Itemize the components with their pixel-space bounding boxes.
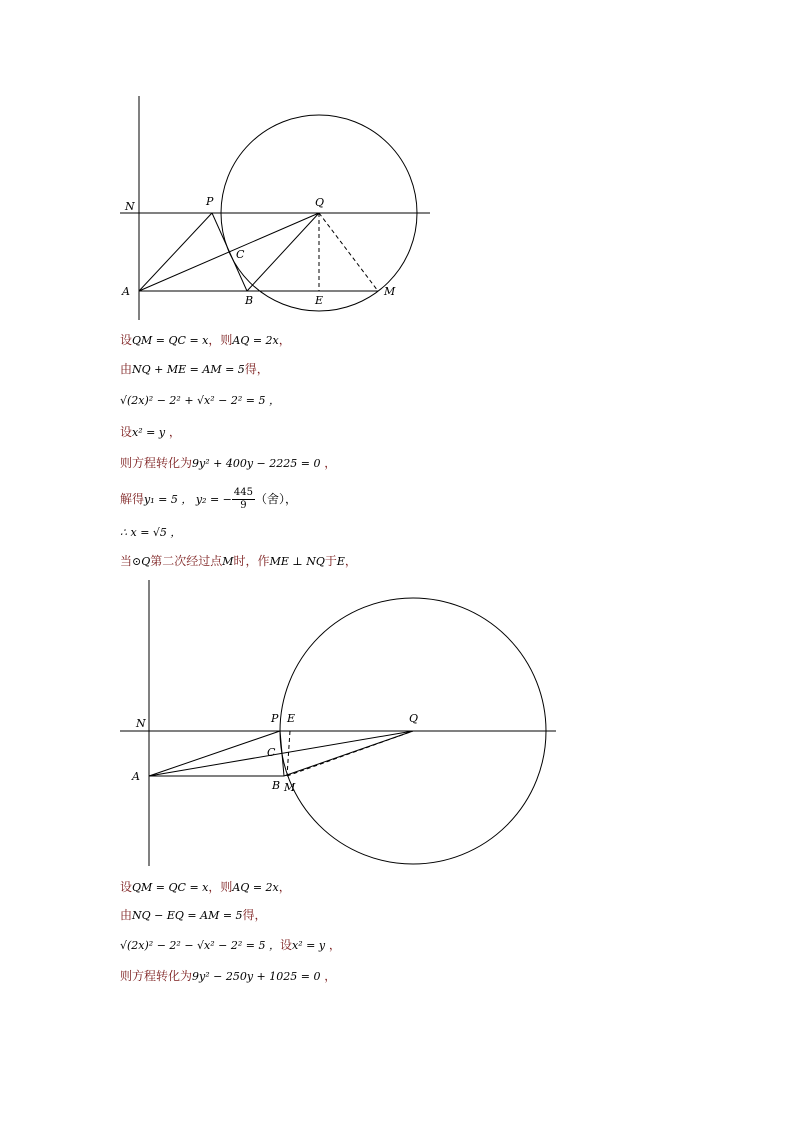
label-a: A <box>122 285 130 298</box>
segment-em-2 <box>287 731 290 776</box>
label-a-2: A <box>132 770 140 783</box>
label-c-2: C <box>267 746 276 759</box>
line-7: ∴ x = √5 ， <box>120 526 182 539</box>
line-10: 由NQ − EQ = AM = 5得， <box>120 908 267 922</box>
segment-ap-2 <box>149 731 280 776</box>
line-12: 则方程转化为9y² − 250y + 1025 = 0 ， <box>120 969 337 983</box>
label-p-2: P <box>271 712 279 725</box>
line-3: √(2x)² − 2² + √x² − 2² = 5 ， <box>120 394 280 407</box>
label-q: Q <box>315 196 325 209</box>
label-q-2: Q <box>409 712 419 725</box>
line-11: √(2x)² − 2² − √x² − 2² = 5 ，设x² = y ， <box>120 938 341 952</box>
line-2: 由NQ + ME = AM = 5得， <box>120 362 269 376</box>
line-9: 设QM = QC = x，则AQ = 2x， <box>120 880 291 894</box>
line-1: 设QM = QC = x，则AQ = 2x， <box>120 333 291 347</box>
fraction: $\frac{445}{9}$ <box>233 487 253 511</box>
label-m-2: M <box>284 781 296 794</box>
line-5: 则方程转化为9y² + 400y − 2225 = 0 ， <box>120 456 337 470</box>
label-b-2: B <box>272 779 281 792</box>
label-p: P <box>206 195 214 208</box>
label-e-2: E <box>287 712 296 725</box>
label-m: M <box>384 285 396 298</box>
line-4: 设x² = y ， <box>120 425 181 439</box>
line-6: 解得y₁ = 5 ， y₂ = − $\frac{445}{9}$ （舍）， <box>120 487 298 511</box>
label-c: C <box>236 248 245 261</box>
line-8: 当⊙Q第二次经过点M时，作ME ⊥ NQ于E， <box>120 554 357 568</box>
label-n-2: N <box>136 717 146 730</box>
label-b: B <box>245 294 254 307</box>
label-e: E <box>315 294 324 307</box>
label-n: N <box>125 200 135 213</box>
segment-mq-2 <box>287 731 413 776</box>
